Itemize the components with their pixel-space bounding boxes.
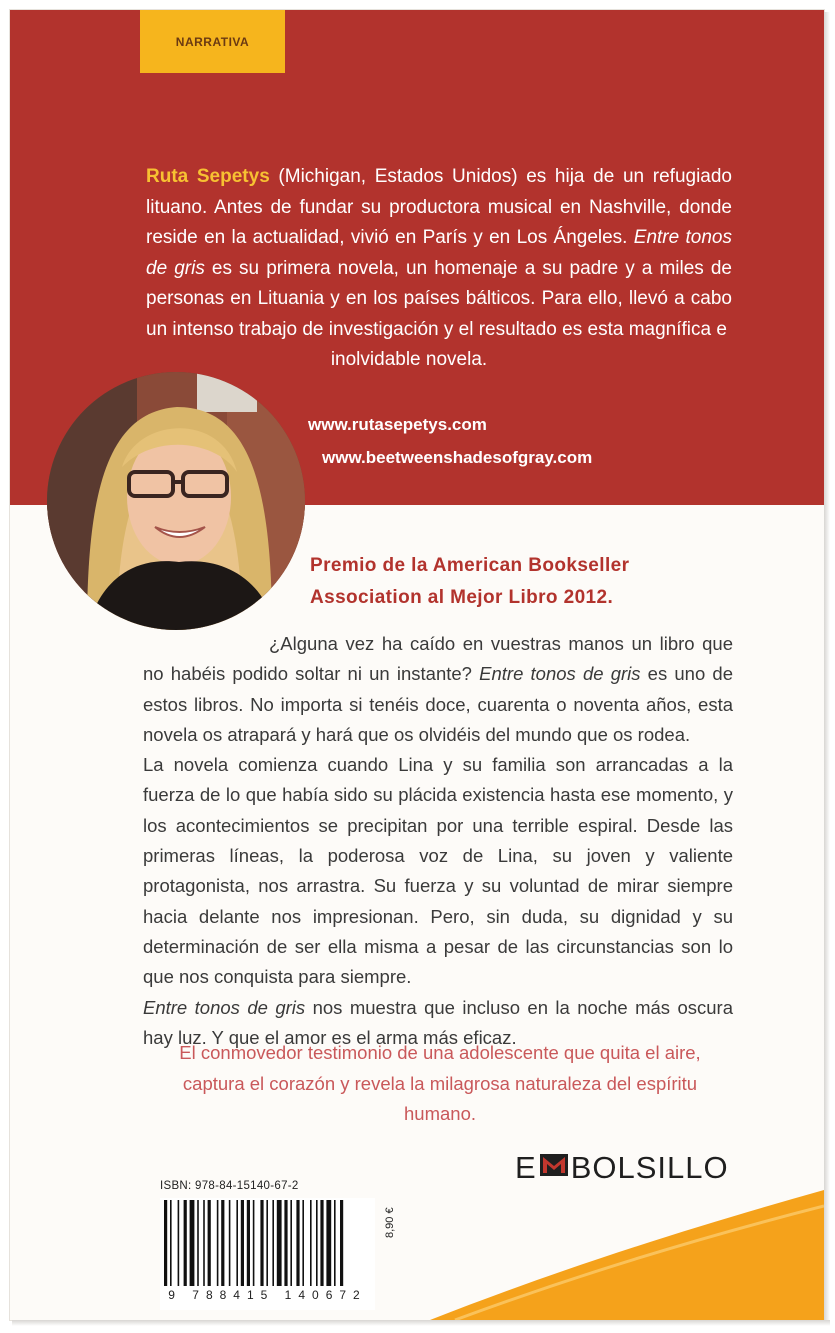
synopsis-p1-text-a: ¿Alguna vez ha caído en vuestras manos un libro que no habéis podido soltar ni un instante? xyxy=(143,633,733,685)
author-name: Ruta Sepetys xyxy=(146,166,270,187)
publisher-logo-suffix: BOLSILLO xyxy=(570,1150,729,1185)
website-link-book[interactable]: www.beetweenshadesofgray.com xyxy=(322,448,593,467)
genre-badge-label: NARRATIVA xyxy=(175,34,250,49)
barcode-bar xyxy=(334,1200,336,1286)
synopsis-p3-text: nos muestra que incluso en la noche más oscura hay luz. Y que el amor es el arma más eficaz. xyxy=(143,996,733,1048)
barcode-bar xyxy=(310,1200,312,1286)
synopsis-p1-book-title: Entre tonos de gris xyxy=(479,663,641,685)
barcode-bar xyxy=(190,1200,195,1286)
barcode-bar xyxy=(277,1200,282,1286)
bio-book-title: Entre tonos de gris xyxy=(146,227,732,279)
barcode-bar xyxy=(253,1200,255,1286)
barcode-bar xyxy=(229,1200,231,1286)
barcode-bar xyxy=(284,1200,287,1286)
barcode-bar xyxy=(178,1200,180,1286)
barcode-bar xyxy=(217,1200,219,1286)
page-shadow-bottom xyxy=(12,1320,830,1326)
price-label: 8,90 € xyxy=(384,1207,396,1238)
barcode-bar xyxy=(320,1200,323,1286)
barcode-bar xyxy=(266,1200,268,1286)
isbn-number: ISBN: 978-84-15140-67-2 xyxy=(160,1180,299,1192)
barcode-bar xyxy=(208,1200,211,1286)
barcode-bar xyxy=(326,1200,331,1286)
bio-text-2: es su primera novela, un homenaje a su padre y a miles de personas en Lituania y en los países bálticos. Para ello, llevó a cabo un intenso trabajo de investigación y el resultado es esta magnífica e xyxy=(146,257,732,340)
book-back-cover xyxy=(10,10,824,1320)
website-link-author[interactable]: www.rutasepetys.com xyxy=(308,415,487,434)
publisher-logo xyxy=(515,1150,729,1186)
synopsis-p3-book-title: Entre tonos de gris xyxy=(143,996,306,1018)
bio-text-1: (Michigan, Estados Unidos) es hija de un refugiado lituano. Antes de fundar su productora musical en Nashville, donde reside en la actualidad, vivió en París y en Los Ángeles. xyxy=(146,166,732,248)
barcode-bar xyxy=(272,1200,274,1286)
synopsis-p1-text-b: es uno de estos libros. No importa si tenéis doce, cuarenta o noventa años, esta novela os atrapará y hará que os olvidéis del mundo que os rodea. xyxy=(143,663,734,745)
barcode-bar xyxy=(340,1200,343,1286)
barcode-bar xyxy=(316,1200,318,1286)
barcode-bar xyxy=(203,1200,205,1286)
barcode-bar xyxy=(170,1200,172,1286)
orange-swoosh-decoration xyxy=(10,10,824,1320)
barcode-bar xyxy=(197,1200,199,1286)
bio-last-line: inolvidable novela. xyxy=(330,349,488,370)
barcode-bar xyxy=(184,1200,187,1286)
barcode-bar xyxy=(290,1200,292,1286)
publisher-logo-prefix: E xyxy=(515,1150,537,1185)
award-line-2: Association al Mejor Libro 2012. xyxy=(310,587,614,608)
barcode-digits: 9 788415 140672 xyxy=(160,1288,375,1302)
barcode-bar xyxy=(164,1200,167,1286)
synopsis-paragraph-2: La novela comienza cuando Lina y su familia son arrancadas a la fuerza de lo que había sido su plácida existencia hasta ese momento, y los acontecimientos se precipitan por una terrible espiral. Desde las primeras líneas, la poderosa voz de Lina, su joven y valiente protagonista, nos arrastra. Su fuerza y su voluntad de mirar siempre hacia delante nos impresionan. Pero, sin duda, su dignidad y su determinación de ser ella misma a pesar de las circunstancias son lo que nos conquista para siempre. xyxy=(143,754,733,988)
award-line-1: Premio de la American Bookseller xyxy=(310,555,630,576)
page-shadow-right xyxy=(824,12,830,1322)
barcode-bar xyxy=(221,1200,224,1286)
barcode-bar xyxy=(236,1200,238,1286)
tagline: El conmovedor testimonio de una adolescente que quita el aire, captura el corazón y revela la milagrosa naturaleza del espíritu humano. xyxy=(179,1042,701,1124)
barcode-bar xyxy=(302,1200,304,1286)
publisher-book-icon xyxy=(539,1150,569,1186)
barcode-bar xyxy=(241,1200,244,1286)
barcode-bar xyxy=(296,1200,299,1286)
barcode-bar xyxy=(247,1200,250,1286)
barcode-bar xyxy=(260,1200,263,1286)
